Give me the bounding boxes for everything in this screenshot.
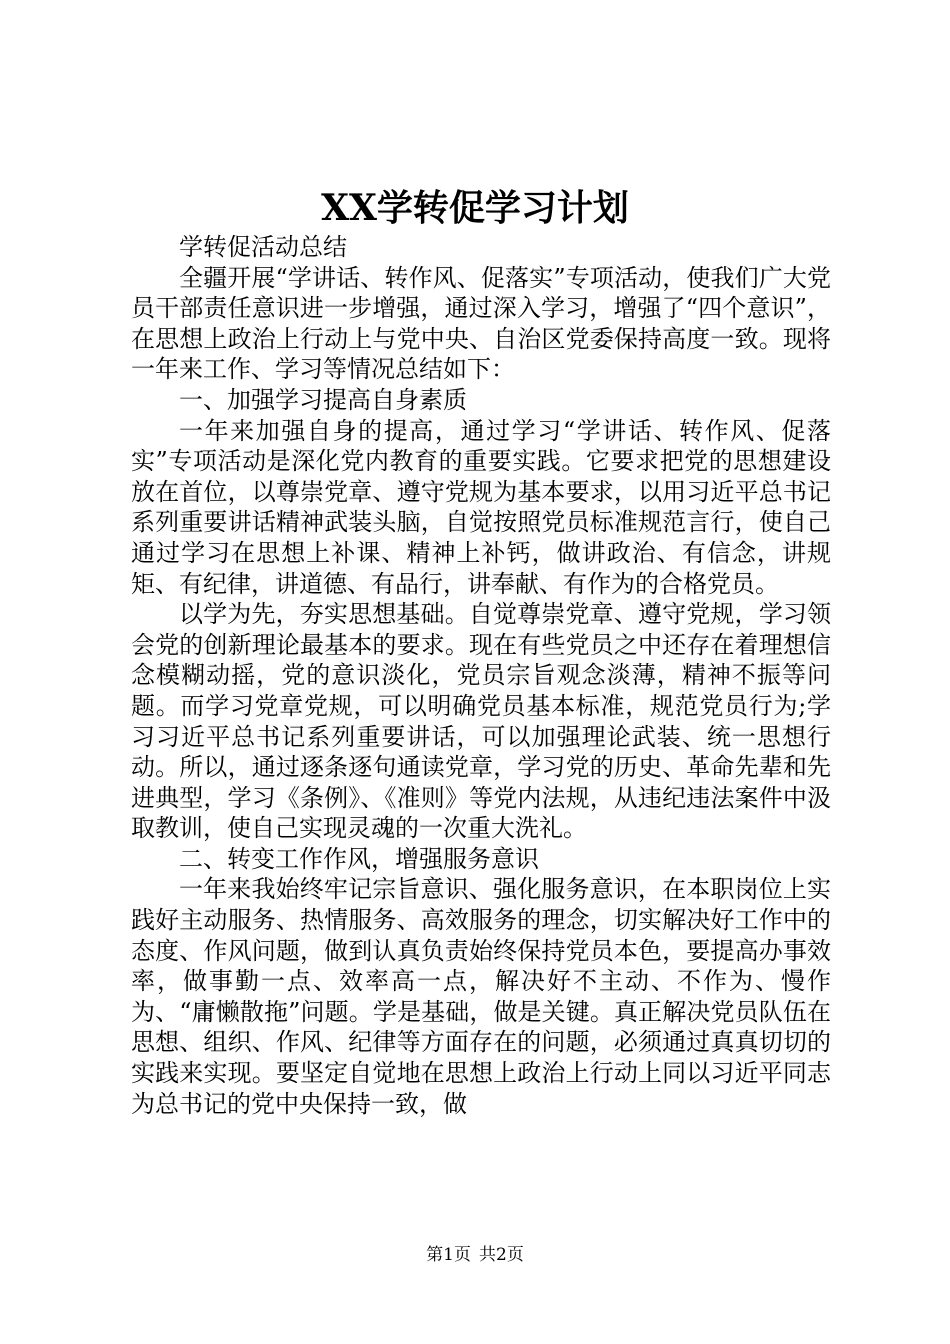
paragraph: 以学为先，夯实思想基础。自觉尊崇党章、遵守党规，学习领会党的创新理论最基本的要求。现在有些党员之中还存在着理想信念模糊动摇，党的意识淡化，党员宗旨观念淡薄，精神不振等问题。而学习党章党规，可以明确党员基本标准，规范党员行为;学习习近平总书记系列重要讲话，可以加强理论武装、统一思想行动。所以，通过逐条逐句通读党章，学习党的历史、革命先辈和先进典型，学习《条例》、《准则》等党内法规，从违纪违法案件中汲取教训，使自己实现灵魂的一次重大洗礼。 (131, 600, 831, 843)
paragraph-intro: 全疆开展“学讲话、转作风、促落实”专项活动，使我们广大党员干部责任意识进一步增强，通过深入学习，增强了“四个意识”，在思想上政治上行动上与党中央、自治区党委保持高度一致。现将一年来工作、学习等情况总结如下： (131, 263, 831, 384)
page-footer (0, 1244, 950, 1266)
paragraph: 一年来我始终牢记宗旨意识、强化服务意识，在本职岗位上实践好主动服务、热情服务、高效服务的理念，切实解决好工作中的态度、作风问题，做到认真负责始终保持党员本色，要提高办事效率，做事勤一点、效率高一点，解决好不主动、不作为、慢作为、“庸懒散拖”问题。学是基础，做是关键。真正解决党员队伍在思想、组织、作风、纪律等方面存在的问题，必须通过真真切切的实践来实现。要坚定自觉地在思想上政治上行动上同以习近平同志为总书记的党中央保持一致，做 (131, 875, 831, 1118)
paragraph: 一年来加强自身的提高，通过学习“学讲话、转作风、促落实”专项活动是深化党内教育的重要实践。它要求把党的思想建设放在首位，以尊崇党章、遵守党规为基本要求，以用习近平总书记系列重要讲话精神武装头脑，自觉按照党员标准规范言行，使自己通过学习在思想上补课、精神上补钙，做讲政治、有信念，讲规矩、有纪律，讲道德、有品行，讲奉献、有作为的合格党员。 (131, 416, 831, 598)
document-title: XX学转促学习计划 (321, 187, 629, 229)
section-heading-1: 一、加强学习提高自身素质 (179, 385, 467, 414)
section-heading-2: 二、转变工作作风，增强服务意识 (179, 844, 539, 873)
page-number-total: 共2页 (479, 1245, 524, 1265)
document-body (131, 232, 831, 1119)
paragraph-subtitle: 学转促活动总结 (179, 233, 347, 261)
page-number-current: 第1页 (426, 1245, 471, 1265)
